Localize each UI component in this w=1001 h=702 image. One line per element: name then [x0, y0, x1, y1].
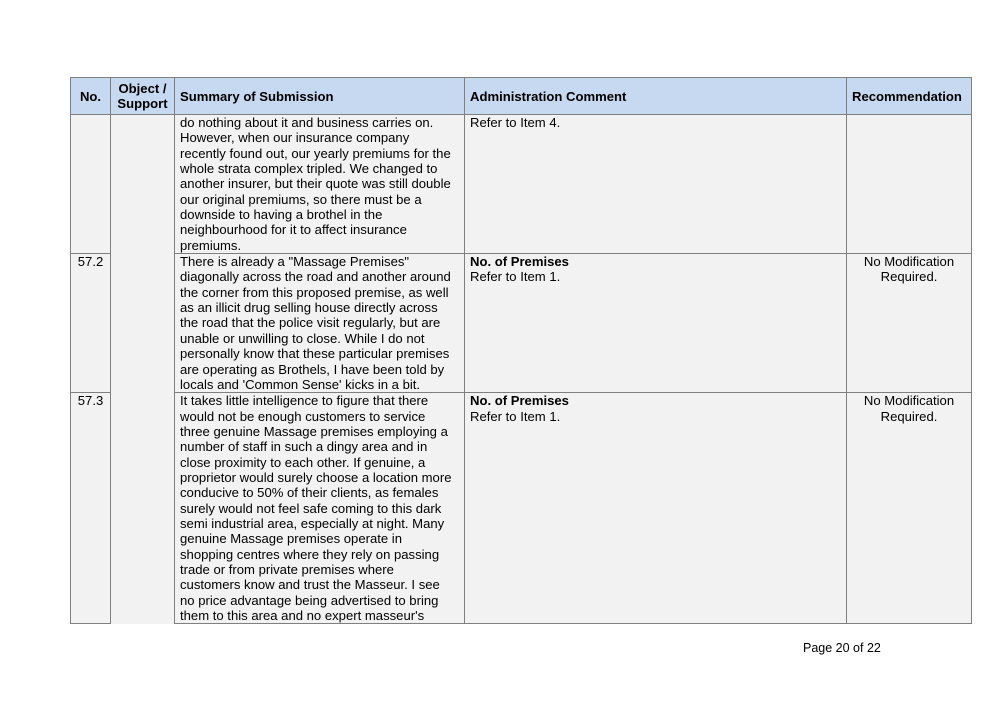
summary-line: the corner from this proposed premise, as well — [180, 284, 449, 300]
header-object-line: Object / — [118, 81, 167, 96]
summary-line: do nothing about it and business carries on. — [180, 115, 434, 130]
admin-comment-text: Refer to Item 1. — [470, 269, 561, 285]
summary-line: three genuine Massage premises employing a — [180, 423, 448, 439]
admin-comment-cell — [465, 393, 847, 624]
table-row — [71, 254, 972, 393]
summary-line: as an illicit drug selling house directly across — [180, 300, 438, 316]
summary-cell — [175, 115, 465, 254]
summary-line: It takes little intelligence to figure that there — [180, 393, 429, 409]
header-no: No. — [71, 78, 111, 115]
admin-comment-text: Refer to Item 4. — [470, 115, 561, 130]
summary-line: However, when our insurance company — [180, 130, 410, 146]
summary-line: them to this area and no expert masseur's — [180, 608, 425, 623]
row-number: 57.3 — [71, 393, 111, 624]
table-row — [71, 115, 972, 254]
summary-line: whole strata complex tripled. We changed to — [180, 161, 438, 177]
summary-line: trade or from private premises where — [180, 561, 394, 577]
header-summary: Summary of Submission — [175, 78, 465, 115]
header-object-support — [111, 78, 175, 115]
admin-comment-title: No. of Premises — [470, 254, 569, 270]
object-support-cell — [111, 115, 175, 624]
table-header-row — [71, 78, 972, 115]
summary-line: unable or unwilling to close. While I do not — [180, 330, 425, 346]
recommendation-line: No Modification — [863, 254, 955, 270]
summary-line: downside to having a brothel in the — [180, 207, 383, 223]
summary-line: neighbourhood for it to affect insurance — [180, 222, 407, 238]
summary-line: recently found out, our yearly premiums for the — [180, 145, 451, 161]
submissions-table — [70, 77, 972, 624]
summary-line: personally know that these particular premises — [180, 346, 450, 362]
summary-line: customers know and trust the Masseur. I see — [180, 577, 440, 593]
summary-line: premiums. — [180, 237, 242, 253]
recommendation-cell — [847, 254, 972, 393]
admin-comment-cell — [465, 115, 847, 254]
summary-line: diagonally across the road and another around — [180, 269, 451, 285]
admin-comment-title: No. of Premises — [470, 393, 569, 409]
summary-line: are operating as Brothels, I have been told by — [180, 361, 445, 377]
recommendation-line: No Modification — [863, 393, 955, 409]
summary-line: locals and 'Common Sense' kicks in a bit. — [180, 376, 421, 392]
summary-line: our original premiums, so there must be a — [180, 191, 422, 207]
summary-line: number of staff in such a dingy area and in — [180, 439, 428, 455]
recommendation-line: Required. — [880, 269, 938, 285]
header-support-line: Support — [117, 96, 168, 111]
summary-line: shopping centres where they rely on passing — [180, 546, 440, 562]
summary-line: no price advantage being advertised to bring — [180, 592, 439, 608]
summary-line: proprietor would surely choose a location more — [180, 469, 452, 485]
row-number — [71, 115, 111, 254]
summary-line: semi industrial area, especially at night. Many — [180, 515, 445, 531]
recommendation-cell — [847, 393, 972, 624]
summary-line: close proximity to each other. If genuine, a — [180, 454, 426, 470]
table-row — [71, 393, 972, 624]
recommendation-cell — [847, 115, 972, 254]
summary-cell — [175, 254, 465, 393]
summary-line: genuine Massage premises operate in — [180, 531, 402, 547]
summary-line: would not be enough customers to service — [180, 408, 426, 424]
summary-line: another insurer, but their quote was still double — [180, 176, 451, 192]
recommendation-line: Required. — [880, 408, 938, 424]
header-recommendation: Recommendation — [847, 78, 972, 115]
summary-cell — [175, 393, 465, 624]
admin-comment-text: Refer to Item 1. — [470, 408, 561, 424]
row-number: 57.2 — [71, 254, 111, 393]
summary-line: There is already a "Massage Premises" — [180, 254, 410, 270]
summary-line: the road that the police visit regularly, but are — [180, 315, 441, 331]
admin-comment-cell — [465, 254, 847, 393]
header-admin-comment: Administration Comment — [465, 78, 847, 115]
summary-line: surely would not feel safe coming to this dark — [180, 500, 442, 516]
page-number: Page 20 of 22 — [803, 641, 881, 655]
summary-line: conducive to 50% of their clients, as females — [180, 485, 439, 501]
